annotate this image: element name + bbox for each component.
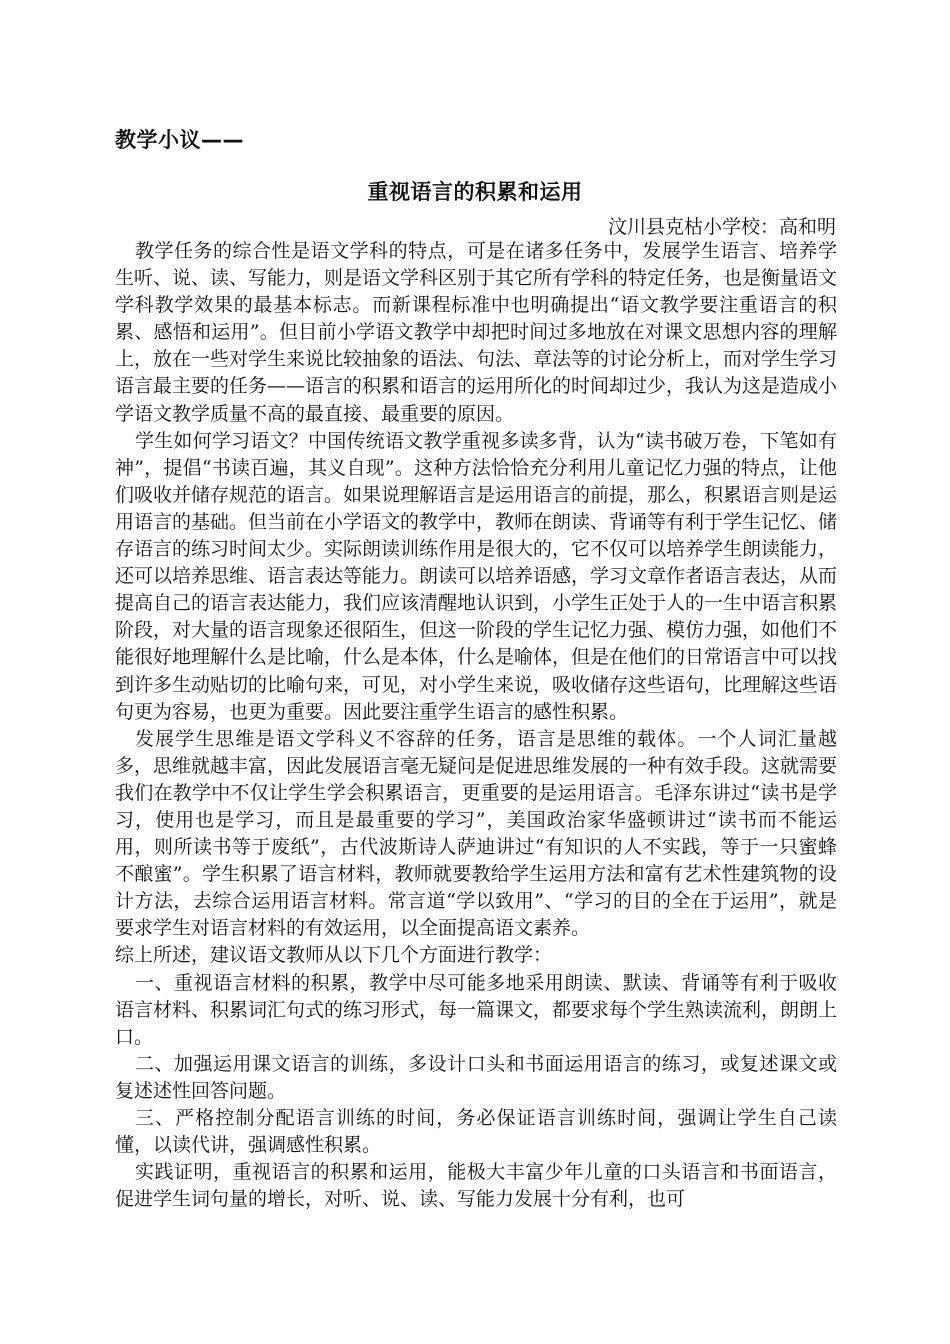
paragraph-conclusion: 实践证明，重视语言的积累和运用，能极大丰富少年儿童的口头语言和书面语言，促进学生词句量的增长，对听、说、读、写能力发展十分有利，也可 [115,1161,837,1211]
list-item-2: 二、加强运用课文语言的训练，多设计口头和书面运用语言的练习，或复述课文或复述述性回答问题。 [115,1052,837,1102]
document-body [115,238,837,1213]
author-line: 汶川县克枯小学校：高和明 [607,216,836,238]
paragraph-intro: 教学任务的综合性是语文学科的特点，可是在诸多任务中，发展学生语言、培养学生听、说、读、写能力，则是语文学科区别于其它所有学科的特定任务，也是衡量语文学科教学效果的最基本标志。而新课程标准中也明确提出“语文教学要注重语言的积累、感悟和运用”。但目前小学语文教学中却把时间过多地放在对课文思想内容的理解上，放在一些对学生来说比较抽象的语法、句法、章法等的讨论分析上，而对学生学习语言最主要的任务——语言的积累和语言的运用所化的时间却过少，我认为这是造成小学语文教学质量不高的最直接、最重要的原因。 [115,240,838,425]
list-item-1: 一、重视语言材料的积累，教学中尽可能多地采用朗读、默读、背诵等有利于吸收语言材料、积累词汇句式的练习形式，每一篇课文，都要求每个学生熟读流利，朗朗上口。 [115,971,838,1048]
paragraph-summary-lead: 综上所述，建议语文教师从以下几个方面进行教学： [115,944,553,967]
section-kicker: 教学小议—— [115,128,244,152]
document-title: 重视语言的积累和运用 [367,180,583,204]
paragraph-thinking: 发展学生思维是语文学科义不容辞的任务，语言是思维的载体。一个人词汇量越多，思维就越丰富，因此发展语言毫无疑问是促进思维发展的一种有效手段。这就需要我们在教学中不仅让学生学会积累语言，更重要的是运用语言。毛泽东讲过“读书是学习，使用也是学习，而且是最重要的学习”，美国政治家华盛顿讲过“读书而不能运用，则所读书等于废纸”，古代波斯诗人萨迪讲过“有知识的人不实践，等于一只蜜蜂不酿蜜”。学生积累了语言材料，教师就要教给学生运用方法和富有艺术性建筑物的设计方法，去综合运用语言材料。常言道“学以致用”、“学习的目的全在于运用”，就是要求学生对语言材料的有效运用，以全面提高语文素养。 [115,727,838,940]
paragraph-how-to-learn: 学生如何学习语文？中国传统语文教学重视多读多背，认为“读书破万卷，下笔如有神”，提倡“书读百遍，其义自现”。这种方法恰恰充分利用儿童记忆力强的特点，让他们吸收并储存规范的语言。如果说理解语言是运用语言的前提，那么，积累语言则是运用语言的基础。但当前在小学语文的教学中，教师在朗读、背诵等有利于学生记忆、储存语言的练习时间太少。实际朗读训练作用是很大的，它不仅可以培养学生朗读能力，还可以培养思维、语言表达等能力。朗读可以培养语感，学习文章作者语言表达，从而提高自己的语言表达能力，我们应该清醒地认识到，小学生正处于人的一生中语言积累阶段，对大量的语言现象还很陌生，但这一阶段的学生记忆力强、模仿力强，如他们不能很好地理解什么是比喻，什么是本体，什么是喻体，但是在他们的日常语言中可以找到许多生动贴切的比喻句来，可见，对小学生来说，吸收储存这些语句，比理解这些语句更为容易，也更为重要。因此要注重学生语言的感性积累。 [115,429,838,723]
list-item-3: 三、严格控制分配语言训练的时间，务必保证语言训练时间，强调让学生自己读懂，以读代讲，强调感性积累。 [115,1107,837,1157]
